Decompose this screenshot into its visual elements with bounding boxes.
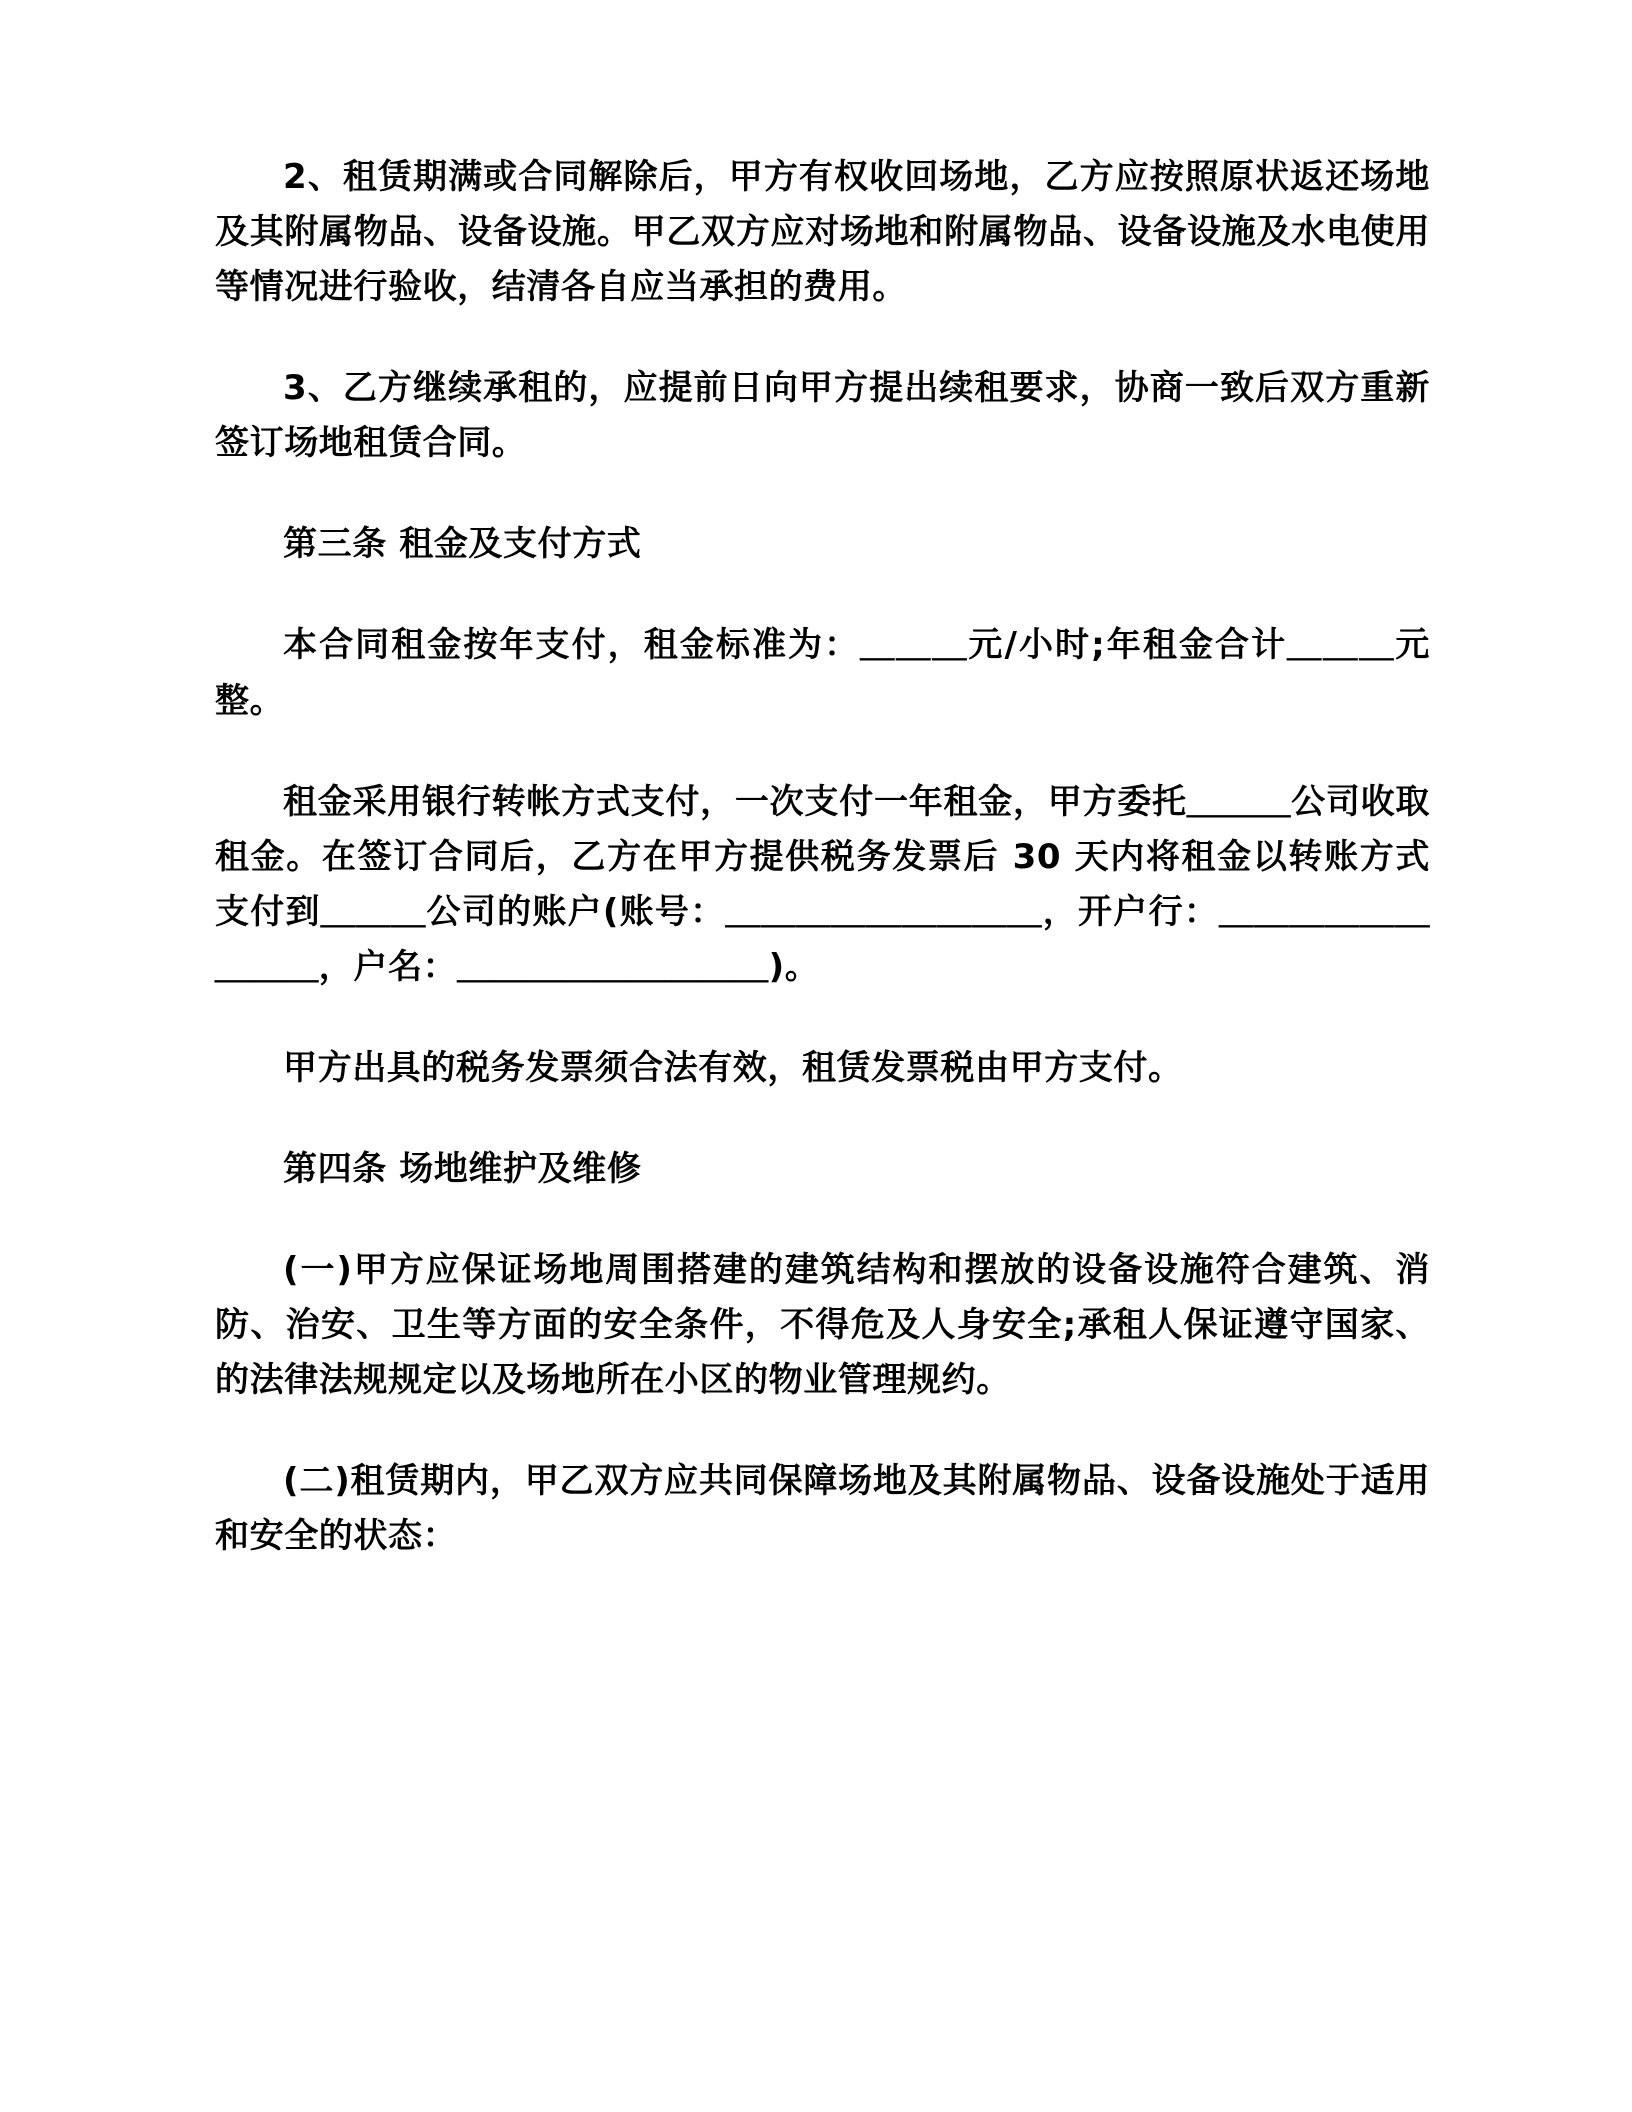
paragraph-clause-3-renewal: 3、乙方继续承租的，应提前日向甲方提出续租要求，协商一致后双方重新签订场地租赁合同。: [215, 368, 1430, 464]
paragraph-clause-2-return-site: 2、租赁期满或合同解除后，甲方有权收回场地，乙方应按照原状返还场地及其附属物品、设备设施。甲乙双方应对场地和附属物品、设备设施及水电使用等情况进行验收，结清各自应当承担的费用。: [215, 157, 1430, 308]
paragraph-invoice-validity: 甲方出具的税务发票须合法有效，租赁发票税由甲方支付。: [283, 1047, 1183, 1088]
document-body: [215, 150, 1430, 1564]
paragraph-rent-payment-method: 租金采用银行转帐方式支付，一次支付一年租金，甲方委托＿＿＿公司收取租金。在签订合同后，乙方在甲方提供税务发票后 30 天内将租金以转账方式支付到＿＿＿公司的账户(账号：＿＿＿＿＿＿＿＿＿，开户行：＿＿＿＿＿＿＿＿＿，户名：＿＿＿＿＿＿＿＿＿)。: [215, 781, 1430, 987]
paragraph-item-1-safety: (一)甲方应保证场地周围搭建的建筑结构和摆放的设备设施符合建筑、消防、治安、卫生等方面的安全条件，不得危及人身安全;承租人保证遵守国家、的法律法规规定以及场地所在小区的物业管理规约。: [215, 1250, 1430, 1401]
paragraph-rent-standard: 本合同租金按年支付，租金标准为：＿＿＿元/小时;年租金合计＿＿＿元整。: [215, 625, 1430, 721]
paragraph-item-2-joint-safeguard: (二)租赁期内，甲乙双方应共同保障场地及其附属物品、设备设施处于适用和安全的状态：: [215, 1461, 1430, 1557]
heading-article-3: 第三条 租金及支付方式: [283, 524, 642, 565]
heading-article-4: 第四条 场地维护及维修: [283, 1149, 642, 1190]
